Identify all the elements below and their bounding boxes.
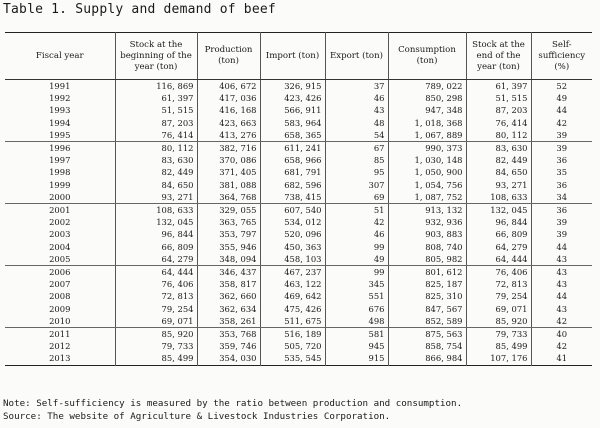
- export-cell: 43: [325, 104, 388, 116]
- export-cell: 37: [325, 80, 388, 93]
- table-row: [5, 179, 592, 191]
- stock-begin-cell: 79, 254: [115, 303, 197, 315]
- table-row: [5, 290, 592, 302]
- stock-begin-cell: 72, 813: [115, 290, 197, 302]
- stock-end-cell: 61, 397: [466, 80, 531, 93]
- export-cell: 48: [325, 117, 388, 129]
- production-cell: 359, 746: [197, 340, 260, 352]
- production-cell: 329, 055: [197, 204, 260, 217]
- self-sufficiency-cell: 36: [531, 204, 592, 217]
- production-cell: 348, 094: [197, 253, 260, 266]
- header-fiscal-year: Fiscal year: [5, 33, 115, 80]
- stock-begin-cell: 64, 444: [115, 266, 197, 279]
- self-sufficiency-cell: 42: [531, 315, 592, 328]
- beef-supply-demand-table: [5, 32, 592, 366]
- export-cell: 69: [325, 191, 388, 204]
- consumption-cell: 932, 936: [388, 216, 466, 228]
- consumption-cell: 1, 067, 889: [388, 129, 466, 142]
- production-cell: 362, 660: [197, 290, 260, 302]
- table-row: [5, 166, 592, 178]
- import-cell: 423, 426: [260, 92, 325, 104]
- stock-begin-cell: 132, 045: [115, 216, 197, 228]
- stock-end-cell: 84, 650: [466, 166, 531, 178]
- year-cell: 1996: [5, 142, 115, 155]
- self-sufficiency-cell: 43: [531, 253, 592, 266]
- consumption-cell: 903, 883: [388, 228, 466, 240]
- consumption-cell: 1, 030, 148: [388, 154, 466, 166]
- year-cell: 2008: [5, 290, 115, 302]
- consumption-cell: 1, 087, 752: [388, 191, 466, 204]
- table-row: [5, 129, 592, 142]
- consumption-cell: 825, 310: [388, 290, 466, 302]
- stock-end-cell: 64, 444: [466, 253, 531, 266]
- export-cell: 581: [325, 328, 388, 341]
- year-cell: 1994: [5, 117, 115, 129]
- note-text: Note: Self-sufficiency is measured by the ratio between production and consumption.: [3, 398, 463, 409]
- stock-begin-cell: 96, 844: [115, 228, 197, 240]
- header-row: [5, 33, 592, 80]
- consumption-cell: 847, 567: [388, 303, 466, 315]
- stock-end-cell: 107, 176: [466, 352, 531, 365]
- table-row: [5, 278, 592, 290]
- export-cell: 915: [325, 352, 388, 365]
- year-cell: 1997: [5, 154, 115, 166]
- stock-end-cell: 76, 406: [466, 266, 531, 279]
- stock-end-cell: 79, 733: [466, 328, 531, 341]
- consumption-cell: 866, 984: [388, 352, 466, 365]
- table-row: [5, 253, 592, 266]
- year-cell: 2006: [5, 266, 115, 279]
- self-sufficiency-cell: 43: [531, 278, 592, 290]
- table-row: [5, 228, 592, 240]
- table-row: [5, 92, 592, 104]
- export-cell: 49: [325, 253, 388, 266]
- self-sufficiency-cell: 40: [531, 328, 592, 341]
- table-row: [5, 80, 592, 93]
- self-sufficiency-cell: 36: [531, 154, 592, 166]
- table-row: [5, 352, 592, 365]
- stock-begin-cell: 64, 279: [115, 253, 197, 266]
- self-sufficiency-cell: 36: [531, 179, 592, 191]
- production-cell: 406, 672: [197, 80, 260, 93]
- import-cell: 458, 103: [260, 253, 325, 266]
- stock-begin-cell: 87, 203: [115, 117, 197, 129]
- export-cell: 498: [325, 315, 388, 328]
- consumption-cell: 1, 054, 756: [388, 179, 466, 191]
- stock-begin-cell: 93, 271: [115, 191, 197, 204]
- import-cell: 469, 642: [260, 290, 325, 302]
- import-cell: 467, 237: [260, 266, 325, 279]
- self-sufficiency-cell: 42: [531, 117, 592, 129]
- table-row: [5, 216, 592, 228]
- table-body: [5, 80, 592, 366]
- table-row: [5, 340, 592, 352]
- year-cell: 2003: [5, 228, 115, 240]
- self-sufficiency-cell: 42: [531, 340, 592, 352]
- stock-end-cell: 72, 813: [466, 278, 531, 290]
- year-cell: 2010: [5, 315, 115, 328]
- import-cell: 583, 964: [260, 117, 325, 129]
- year-cell: 2004: [5, 241, 115, 253]
- consumption-cell: 808, 740: [388, 241, 466, 253]
- production-cell: 423, 663: [197, 117, 260, 129]
- import-cell: 658, 365: [260, 129, 325, 142]
- import-cell: 611, 241: [260, 142, 325, 155]
- production-cell: 370, 086: [197, 154, 260, 166]
- consumption-cell: 1, 018, 368: [388, 117, 466, 129]
- year-cell: 1999: [5, 179, 115, 191]
- year-cell: 2000: [5, 191, 115, 204]
- self-sufficiency-cell: 43: [531, 266, 592, 279]
- production-cell: 382, 716: [197, 142, 260, 155]
- stock-begin-cell: 51, 515: [115, 104, 197, 116]
- import-cell: 658, 966: [260, 154, 325, 166]
- table-row: [5, 328, 592, 341]
- source-text: Source: The website of Agriculture & Livestock Industries Corporation.: [3, 411, 391, 422]
- consumption-cell: 789, 022: [388, 80, 466, 93]
- stock-end-cell: 64, 279: [466, 241, 531, 253]
- stock-begin-cell: 85, 920: [115, 328, 197, 341]
- import-cell: 505, 720: [260, 340, 325, 352]
- production-cell: 417, 036: [197, 92, 260, 104]
- stock-begin-cell: 61, 397: [115, 92, 197, 104]
- import-cell: 681, 791: [260, 166, 325, 178]
- table-row: [5, 142, 592, 155]
- stock-end-cell: 83, 630: [466, 142, 531, 155]
- export-cell: 945: [325, 340, 388, 352]
- self-sufficiency-cell: 39: [531, 228, 592, 240]
- consumption-cell: 852, 589: [388, 315, 466, 328]
- year-cell: 2005: [5, 253, 115, 266]
- stock-end-cell: 76, 414: [466, 117, 531, 129]
- stock-end-cell: 51, 515: [466, 92, 531, 104]
- export-cell: 54: [325, 129, 388, 142]
- import-cell: 607, 540: [260, 204, 325, 217]
- stock-end-cell: 108, 633: [466, 191, 531, 204]
- import-cell: 516, 189: [260, 328, 325, 341]
- table-title: Table 1. Supply and demand of beef: [3, 2, 276, 17]
- export-cell: 345: [325, 278, 388, 290]
- production-cell: 354, 030: [197, 352, 260, 365]
- year-cell: 2009: [5, 303, 115, 315]
- export-cell: 95: [325, 166, 388, 178]
- export-cell: 551: [325, 290, 388, 302]
- consumption-cell: 805, 982: [388, 253, 466, 266]
- stock-end-cell: 87, 203: [466, 104, 531, 116]
- table-row: [5, 191, 592, 204]
- table-row: [5, 266, 592, 279]
- export-cell: 42: [325, 216, 388, 228]
- export-cell: 67: [325, 142, 388, 155]
- import-cell: 534, 012: [260, 216, 325, 228]
- year-cell: 1991: [5, 80, 115, 93]
- year-cell: 2007: [5, 278, 115, 290]
- self-sufficiency-cell: 44: [531, 104, 592, 116]
- stock-end-cell: 132, 045: [466, 204, 531, 217]
- stock-end-cell: 82, 449: [466, 154, 531, 166]
- year-cell: 1992: [5, 92, 115, 104]
- header-import: Import (ton): [260, 33, 325, 80]
- consumption-cell: 947, 348: [388, 104, 466, 116]
- table-row: [5, 204, 592, 217]
- stock-begin-cell: 79, 733: [115, 340, 197, 352]
- header-production: Production (ton): [197, 33, 260, 80]
- production-cell: 371, 405: [197, 166, 260, 178]
- header-consumption: Consumption (ton): [388, 33, 466, 80]
- table-row: [5, 154, 592, 166]
- stock-begin-cell: 82, 449: [115, 166, 197, 178]
- self-sufficiency-cell: 52: [531, 80, 592, 93]
- header-stock-end: Stock at the end of the year (ton): [466, 33, 531, 80]
- production-cell: 413, 276: [197, 129, 260, 142]
- export-cell: 99: [325, 241, 388, 253]
- stock-end-cell: 96, 844: [466, 216, 531, 228]
- self-sufficiency-cell: 39: [531, 129, 592, 142]
- stock-end-cell: 66, 809: [466, 228, 531, 240]
- export-cell: 85: [325, 154, 388, 166]
- stock-end-cell: 85, 499: [466, 340, 531, 352]
- export-cell: 46: [325, 92, 388, 104]
- production-cell: 362, 634: [197, 303, 260, 315]
- stock-end-cell: 69, 071: [466, 303, 531, 315]
- consumption-cell: 1, 050, 900: [388, 166, 466, 178]
- stock-begin-cell: 108, 633: [115, 204, 197, 217]
- import-cell: 535, 545: [260, 352, 325, 365]
- self-sufficiency-cell: 49: [531, 92, 592, 104]
- table-row: [5, 104, 592, 116]
- stock-begin-cell: 83, 630: [115, 154, 197, 166]
- year-cell: 2011: [5, 328, 115, 341]
- production-cell: 355, 946: [197, 241, 260, 253]
- year-cell: 2002: [5, 216, 115, 228]
- export-cell: 307: [325, 179, 388, 191]
- import-cell: 450, 363: [260, 241, 325, 253]
- consumption-cell: 801, 612: [388, 266, 466, 279]
- export-cell: 676: [325, 303, 388, 315]
- self-sufficiency-cell: 35: [531, 166, 592, 178]
- table-row: [5, 303, 592, 315]
- stock-end-cell: 93, 271: [466, 179, 531, 191]
- import-cell: 475, 426: [260, 303, 325, 315]
- export-cell: 46: [325, 228, 388, 240]
- stock-begin-cell: 66, 809: [115, 241, 197, 253]
- self-sufficiency-cell: 39: [531, 142, 592, 155]
- stock-end-cell: 80, 112: [466, 129, 531, 142]
- year-cell: 1995: [5, 129, 115, 142]
- import-cell: 566, 911: [260, 104, 325, 116]
- stock-begin-cell: 85, 499: [115, 352, 197, 365]
- consumption-cell: 858, 754: [388, 340, 466, 352]
- production-cell: 381, 088: [197, 179, 260, 191]
- export-cell: 51: [325, 204, 388, 217]
- production-cell: 364, 768: [197, 191, 260, 204]
- production-cell: 363, 765: [197, 216, 260, 228]
- header-stock-begin: Stock at the beginning of the year (ton): [115, 33, 197, 80]
- production-cell: 416, 168: [197, 104, 260, 116]
- table-row: [5, 117, 592, 129]
- import-cell: 520, 096: [260, 228, 325, 240]
- export-cell: 99: [325, 266, 388, 279]
- self-sufficiency-cell: 34: [531, 191, 592, 204]
- year-cell: 2013: [5, 352, 115, 365]
- stock-end-cell: 85, 920: [466, 315, 531, 328]
- table-row: [5, 315, 592, 328]
- stock-begin-cell: 84, 650: [115, 179, 197, 191]
- consumption-cell: 990, 373: [388, 142, 466, 155]
- import-cell: 463, 122: [260, 278, 325, 290]
- stock-begin-cell: 76, 414: [115, 129, 197, 142]
- table-row: [5, 241, 592, 253]
- production-cell: 353, 797: [197, 228, 260, 240]
- stock-begin-cell: 69, 071: [115, 315, 197, 328]
- stock-end-cell: 79, 254: [466, 290, 531, 302]
- header-export: Export (ton): [325, 33, 388, 80]
- self-sufficiency-cell: 44: [531, 290, 592, 302]
- self-sufficiency-cell: 41: [531, 352, 592, 365]
- stock-begin-cell: 76, 406: [115, 278, 197, 290]
- consumption-cell: 913, 132: [388, 204, 466, 217]
- consumption-cell: 825, 187: [388, 278, 466, 290]
- import-cell: 326, 915: [260, 80, 325, 93]
- self-sufficiency-cell: 43: [531, 303, 592, 315]
- import-cell: 738, 415: [260, 191, 325, 204]
- year-cell: 2001: [5, 204, 115, 217]
- year-cell: 2012: [5, 340, 115, 352]
- consumption-cell: 850, 298: [388, 92, 466, 104]
- production-cell: 358, 261: [197, 315, 260, 328]
- year-cell: 1993: [5, 104, 115, 116]
- stock-begin-cell: 80, 112: [115, 142, 197, 155]
- header-self-sufficiency: Self-sufficiency (%): [531, 33, 592, 80]
- stock-begin-cell: 116, 869: [115, 80, 197, 93]
- production-cell: 353, 768: [197, 328, 260, 341]
- production-cell: 358, 817: [197, 278, 260, 290]
- self-sufficiency-cell: 39: [531, 216, 592, 228]
- import-cell: 511, 675: [260, 315, 325, 328]
- self-sufficiency-cell: 44: [531, 241, 592, 253]
- table-footnote: [3, 397, 462, 423]
- consumption-cell: 875, 563: [388, 328, 466, 341]
- year-cell: 1998: [5, 166, 115, 178]
- production-cell: 346, 437: [197, 266, 260, 279]
- import-cell: 682, 596: [260, 179, 325, 191]
